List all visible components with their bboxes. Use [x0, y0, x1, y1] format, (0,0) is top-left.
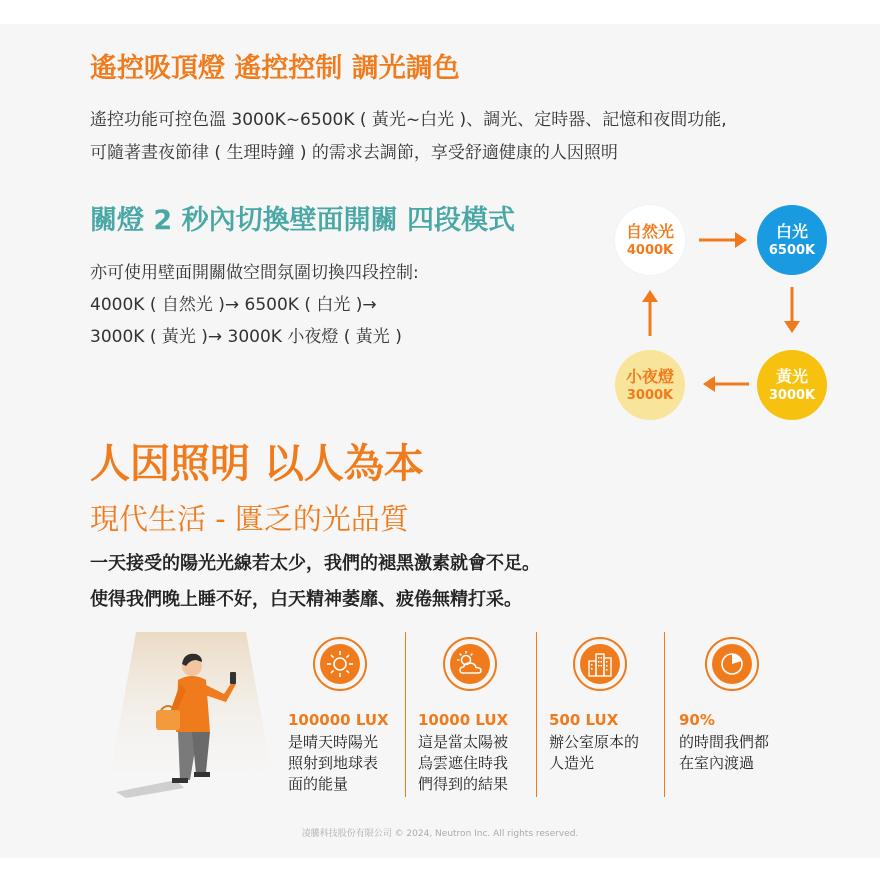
stat-2-value: 10000 LUX — [418, 711, 509, 729]
switch-desc-line2: 4000K ( 自然光 )→ 6500K ( 白光 )→ — [90, 295, 377, 315]
arrow-down-icon — [781, 285, 803, 335]
sun-icon — [313, 637, 367, 691]
mode-white-name: 白光 — [775, 221, 808, 241]
stat-1-desc — [288, 732, 398, 795]
human-centric-desc-line2: 使得我們晚上睡不好，白天精神萎靡、疲倦無精打采。 — [90, 589, 522, 610]
stat-2-desc-line3: 們得到的結果 — [418, 775, 509, 793]
copyright-footer: 凌騰科技股份有限公司 © 2024, Neutron Inc. All rights reserved. — [301, 829, 579, 839]
mode-natural-name: 自然光 — [625, 221, 674, 241]
arrow-up-icon — [639, 288, 661, 338]
stat-4-desc-line2: 在室內渡過 — [679, 754, 755, 772]
stat-4-desc-line1: 的時間我們都 — [679, 733, 770, 751]
stat-1-desc-line3: 面的能量 — [288, 775, 349, 793]
switch-desc-line1: 亦可使用壁面開關做空間氛圍切換四段控制: — [90, 263, 419, 283]
switch-title: 關燈 2 秒內切換壁面開關 四段模式 — [90, 205, 515, 236]
mode-night-name: 小夜燈 — [625, 366, 674, 386]
mode-natural-temp: 4000K — [626, 242, 674, 258]
mode-natural-circle — [615, 205, 685, 275]
mode-night-circle — [615, 350, 685, 420]
stat-divider-1 — [405, 632, 406, 797]
mode-yellow-circle — [757, 350, 827, 420]
human-centric-title: 人因照明 以人為本 — [90, 441, 424, 487]
stat-3-desc — [549, 732, 659, 774]
stat-4-desc — [679, 732, 789, 774]
mode-white-temp: 6500K — [768, 242, 816, 258]
stat-3-value: 500 LUX — [549, 711, 619, 729]
stat-divider-3 — [664, 632, 665, 797]
mode-night-temp: 3000K — [626, 387, 674, 403]
stat-2-desc-line2: 烏雲遮住時我 — [418, 754, 509, 772]
arrow-left-icon — [701, 373, 751, 395]
switch-desc-line3: 3000K ( 黃光 )→ 3000K 小夜燈 ( 黃光 ) — [90, 327, 402, 347]
remote-desc-line2: 可隨著晝夜節律 ( 生理時鐘 ) 的需求去調節，享受舒適健康的人因照明 — [90, 143, 618, 163]
stat-1-desc-line1: 是晴天時陽光 — [288, 733, 379, 751]
person-with-phone-illustration — [106, 632, 276, 802]
office-building-icon — [573, 637, 627, 691]
stat-2-desc — [418, 732, 528, 795]
remote-desc-line1: 遙控功能可控色溫 3000K~6500K ( 黃光~白光 )、調光、定時器、記憶和夜間功能, — [90, 110, 727, 130]
human-centric-subtitle: 現代生活 - 匱乏的光品質 — [90, 502, 409, 536]
remote-title: 遙控吸頂燈 遙控控制 調光調色 — [90, 53, 460, 84]
stat-2-desc-line1: 這是當太陽被 — [418, 733, 509, 751]
cloud-sun-icon — [443, 637, 497, 691]
stat-3-desc-line1: 辦公室原本的 — [549, 733, 640, 751]
stat-1-value: 100000 LUX — [288, 711, 389, 729]
stat-1-desc-line2: 照射到地球表 — [288, 754, 379, 772]
stat-3-desc-line2: 人造光 — [549, 754, 595, 772]
pie-chart-icon — [705, 637, 759, 691]
mode-white-circle — [757, 205, 827, 275]
mode-yellow-temp: 3000K — [768, 387, 816, 403]
arrow-right-icon — [697, 229, 749, 251]
mode-yellow-name: 黃光 — [775, 366, 808, 386]
stat-4-value: 90% — [679, 711, 715, 729]
human-centric-desc-line1: 一天接受的陽光光線若太少，我們的褪黑激素就會不足。 — [90, 553, 540, 574]
stat-divider-2 — [536, 632, 537, 797]
